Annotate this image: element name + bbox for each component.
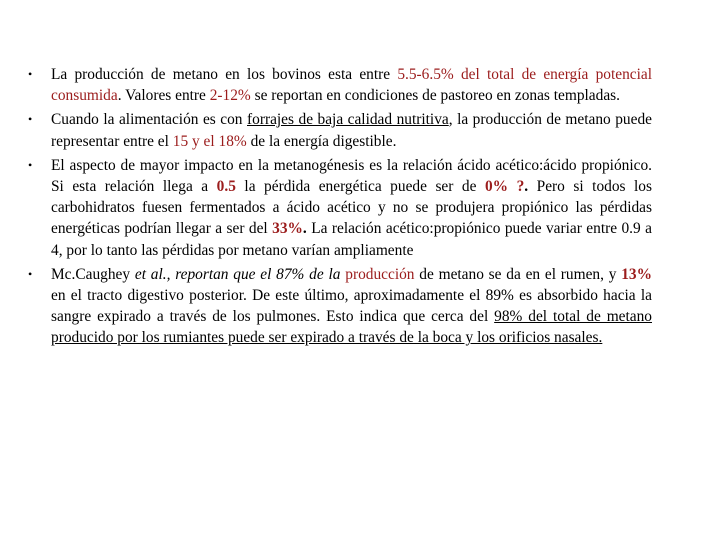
bullet-text-segment: ? xyxy=(516,178,525,196)
bullet-text-segment: la pérdida energética puede ser de xyxy=(235,178,485,196)
bullet-text-segment: producción xyxy=(345,265,415,283)
bullet-text-segment: La relación acético:propiónico puede variar entre 0.9 a 4, por lo tanto las pérdidas por metano varían ampliamente xyxy=(51,220,652,259)
bullet-text-segment: 33% xyxy=(272,220,303,238)
bullet-text-segment: El aspecto de mayor impacto en la metanogénesis es la relación ácido acético:ácido propiónico. Si esta relación llega a xyxy=(51,156,652,196)
bullet-text-segment: et al., reportan que el 87% de la xyxy=(134,265,341,283)
bullet-text-segment: . xyxy=(302,220,307,238)
bullet-text-segment: , la producción de metano puede representar entre el xyxy=(51,111,652,150)
bullet-text-segment: 15 y el 18% xyxy=(172,132,247,150)
bullet-text-segment: . Valores entre xyxy=(117,87,210,105)
bullet-text-segment: 2-12% xyxy=(209,87,251,105)
bullet-text-segment: 5.5-6.5% del total de energía potencial consumida xyxy=(51,66,652,105)
bullet-item-3 xyxy=(28,155,652,261)
bullet-dot-icon: • xyxy=(28,112,33,127)
bullet-text-segment: . xyxy=(524,178,529,196)
bullet-text-segment: de metano se da en el rumen, y xyxy=(414,265,622,283)
bullet-text-segment: La producción de metano en los bovinos esta entre xyxy=(51,66,398,83)
bullet-text-segment: forrajes de baja calidad nutritiva xyxy=(247,111,449,129)
bullet-text-segment: Cuando la alimentación es con xyxy=(51,111,247,129)
bullet-text-segment: se reportan en condiciones de pastoreo en zonas templadas. xyxy=(250,87,621,105)
bullet-dot-icon: • xyxy=(28,266,33,281)
bullet-text-segment: 0% xyxy=(484,178,509,196)
bullet-text-segment: 0.5 xyxy=(216,178,236,196)
bullet-text-segment: en el tracto digestivo posterior. De este último, aproximadamente el 89% es absorbido hacia la sangre expirado a través de los pulmones. Esto indica que cerca del xyxy=(51,287,652,326)
bullet-text-segment: Pero si todos los carbohidratos fuesen fermentados a ácido acético y no se produjera propiónico las pérdidas energéticas podrían llegar a ser del xyxy=(51,178,652,238)
bullet-item-2 xyxy=(28,109,652,151)
bullet-text-segment: de la energía digestible. xyxy=(246,132,397,150)
bullet-dot-icon: • xyxy=(28,67,33,81)
bullet-text-segment: 13% xyxy=(621,265,652,283)
bullet-text-segment: 98% del total de metano producido por los rumiantes puede ser expirado a través de la boca y los orificios nasales. xyxy=(51,308,652,347)
bullet-text-segment: Mc.Caughey xyxy=(51,265,135,283)
bullet-dot-icon: • xyxy=(28,157,33,172)
bullet-list xyxy=(28,64,652,352)
bullet-text-segment xyxy=(508,178,517,195)
bullet-item-1 xyxy=(28,64,652,106)
bullet-item-4 xyxy=(28,264,652,349)
